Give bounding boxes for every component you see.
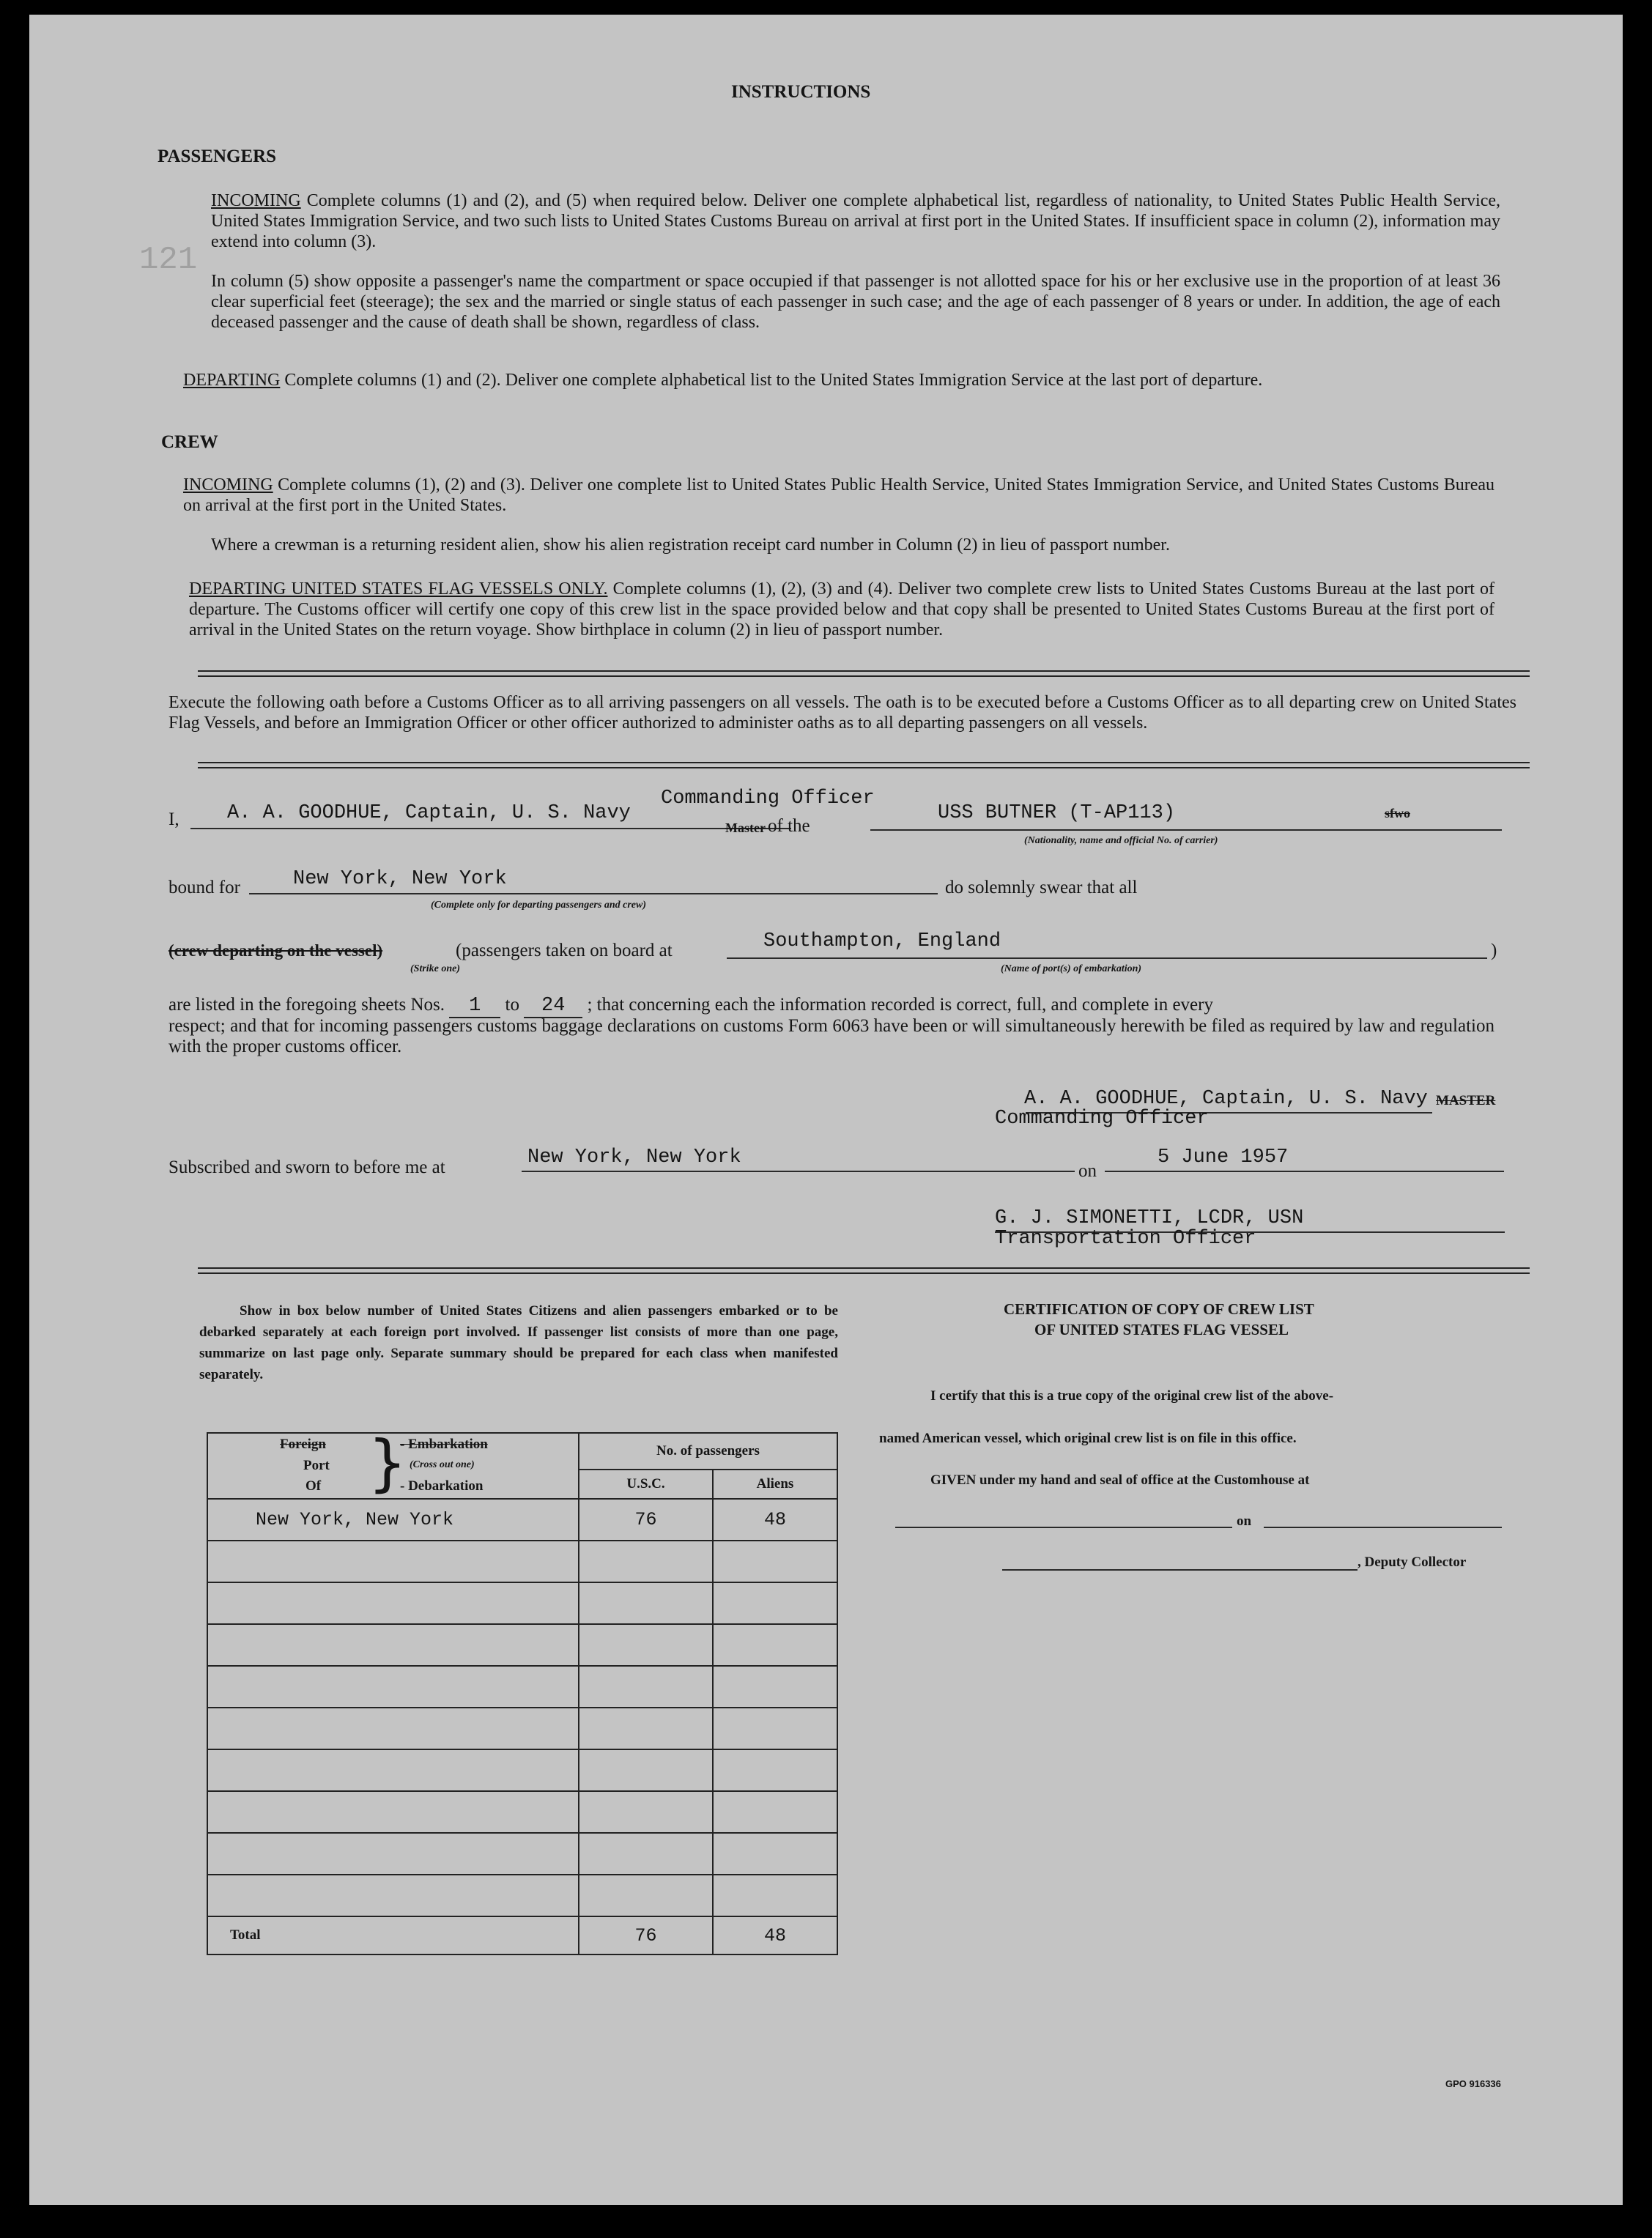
divider-double-2a [198,762,1530,763]
certification-title-1: CERTIFICATION OF COPY OF CREW LIST [1004,1300,1314,1318]
oath-vessel-caption: (Nationality, name and official No. of carrier) [1024,835,1218,846]
header-of: Of [305,1478,322,1494]
summary-instructions: Show in box below number of United States Citizens and alien passengers embarked or to be debarked separately at each foreign port involved. If passenger list consists of more than one page, summarize on last page only. Separate summary should be prepared for each class when manifested separately. [199,1303,838,1382]
oath-instruction: Execute the following oath before a Customs Officer as to all arriving passengers on all vessels. The oath is to be executed before a Customs Officer as to all departing crew on United States Flag Vessels, and before an Immigration Officer or other officer authorized to administer oaths as to all departing passengers on all vessels. [168,693,1516,733]
row-port [207,1749,579,1791]
total-aliens: 48 [713,1916,837,1954]
header-no-passengers: No. of passengers [579,1433,837,1470]
oath-name-line [190,828,791,829]
sworn-place-line [522,1171,1075,1172]
sworn-place: New York, New York [527,1146,741,1168]
row-usc [579,1708,713,1749]
row-aliens [713,1749,837,1791]
oath-struck-option: (crew departing on the vessel) [168,941,383,960]
crew-departing-para [189,579,1494,640]
row-usc [579,1541,713,1582]
row-port [207,1666,579,1708]
table-row [207,1749,837,1791]
sworn-date: 5 June 1957 [1157,1146,1289,1168]
margin-number: 121 [139,242,198,278]
oath-of-the: of the [768,816,810,836]
row-aliens [713,1708,837,1749]
passengers-departing-para [183,370,1502,390]
oath-close-paren: ) [1491,941,1497,960]
row-port [207,1833,579,1875]
passengers-incoming-label: INCOMING [211,191,301,210]
sworn-date-line [1105,1171,1504,1172]
oath-bound-for: New York, New York [293,868,507,890]
table-row [207,1666,837,1708]
oath-taken-text: (passengers taken on board at [456,941,673,960]
crew-departing-text: Complete columns (1), (2), (3) and (4). Deliver two complete crew lists to United States Customs Bureau at the last port of departure. The Customs officer will certify one copy of this crew list in the space provided below and that copy shall be presented to United States Customs Bureau at the first port of arrival in the United States on the return voyage. Show birthplace in column (2) in lieu of passport number. [189,579,1495,640]
form-number: GPO 916336 [1445,2078,1501,2089]
crew-departing-label: DEPARTING UNITED STATES FLAG VESSELS ONLY. [189,579,608,599]
summary-port-header-cell [207,1427,579,1499]
header-port: Port [303,1458,330,1473]
page-title: INSTRUCTIONS [731,82,871,102]
signature-name: A. A. GOODHUE, Captain, U. S. Navy [1024,1088,1428,1110]
row-usc [579,1624,713,1666]
row-port [207,1791,579,1833]
oath-officer-name: A. A. GOODHUE, Captain, U. S. Navy [227,802,631,824]
crew-heading: CREW [161,432,218,452]
passengers-departing-text: Complete columns (1) and (2). Deliver one complete alphabetical list to the United States Immigration Service at the last port of departure. [284,371,1263,390]
table-row [207,1708,837,1749]
divider-double-3a [198,1267,1530,1269]
oath-listed-line [168,995,1213,1018]
subscribed-label: Subscribed and sworn to before me at [168,1157,445,1177]
certification-deputy: , Deputy Collector [1357,1555,1467,1570]
oath-title-typed: Commanding Officer [661,788,875,809]
row-usc [579,1749,713,1791]
oath-listed-text-b: ; that concerning each the information recorded is correct, full, and complete in every [587,995,1213,1015]
row-aliens [713,1875,837,1916]
passengers-incoming-text: Complete columns (1) and (2), and (5) when required below. Deliver one complete alphabetical list, regardless of nationality, to United States Public Health Service, United States Immigration Service, and two such lists to United States Customs Bureau on arrival at first port in the United States. If insufficient space in column (2), information may extend into column (3). [211,191,1501,251]
certification-on-label: on [1237,1513,1252,1529]
oath-continuation: respect; and that for incoming passengers customs baggage declarations on customs Form 6063 have been or will simultaneously herewith be filed as required by law and regulation with the proper customs officer. [168,1016,1494,1056]
certification-date-line [1264,1527,1502,1528]
table-row [207,1582,837,1624]
header-embarkation: - Embarkation [400,1437,488,1452]
row-aliens [713,1666,837,1708]
divider-double-3b [198,1272,1530,1274]
header-usc: U.S.C. [579,1470,713,1499]
row-aliens [713,1833,837,1875]
divider-double-1a [198,670,1530,672]
oath-listed-text-a: are listed in the foregoing sheets Nos. [168,995,445,1015]
oath-vessel-end-struck: sfwo [1385,806,1410,820]
passenger-summary-table [207,1427,838,1955]
header-cross: (Cross out one) [410,1459,475,1470]
row-usc [579,1666,713,1708]
crew-incoming-text: Complete columns (1), (2) and (3). Deliver one complete list to United States Public Health Service, United States Immigration Service, and United States Customs Bureau on arrival at the first port in the United States. [183,475,1495,515]
oath-strike-caption: (Strike one) [410,963,461,974]
row-aliens [713,1541,837,1582]
certification-signature-line [1002,1569,1357,1571]
row-port [207,1875,579,1916]
oath-to-word: to [505,995,519,1015]
passengers-column5-para [211,271,1500,333]
crew-resident-text: Where a crewman is a returning resident alien, show his alien registration receipt card number in Column (2) in lieu of passport number. [211,536,1170,555]
total-usc: 76 [579,1916,713,1954]
oath-swear-text: do solemnly swear that all [945,878,1138,897]
certification-text-1: I certify that this is a true copy of the original crew list of the above- [930,1388,1334,1404]
table-row [207,1624,837,1666]
certification-text-2: named American vessel, which original crew list is on file in this office. [879,1431,1297,1446]
oath-embark-port: Southampton, England [763,930,1001,952]
oath-embark-line [727,957,1487,959]
table-row [207,1499,837,1541]
witness-name: G. J. SIMONETTI, LCDR, USN [995,1207,1304,1229]
oath-embark-caption: (Name of port(s) of embarkation) [1001,963,1142,974]
divider-double-2b [198,767,1530,768]
row-aliens [713,1624,837,1666]
table-row [207,1541,837,1582]
sworn-on-label: on [1078,1161,1097,1181]
oath-sheet-to: 24 [524,995,582,1018]
passengers-heading: PASSENGERS [158,147,277,166]
crew-incoming-label: INCOMING [183,475,273,494]
certification-text-3: GIVEN under my hand and seal of office at the Customhouse at [930,1472,1310,1488]
table-row [207,1833,837,1875]
oath-vessel-line [870,829,1502,831]
row-port [207,1582,579,1624]
total-row [207,1916,837,1954]
witness-title: Transportation Officer [995,1228,1256,1250]
signature-struck: MASTER [1436,1093,1496,1108]
row-port [207,1624,579,1666]
row-aliens: 48 [713,1499,837,1541]
passengers-column5-text: In column (5) show opposite a passenger's name the compartment or space occupied if that passenger is not allotted space for his or her exclusive use in the proportion of at least 36 clear superficial feet (steerage); the sex and the married or single status of each passenger in such case; and the age of each passenger of 8 years or under. In addition, the age of each deceased passenger and the cause of death shall be shown, regardless of class. [211,272,1500,332]
row-aliens [713,1582,837,1624]
header-debarkation: - Debarkation [400,1478,484,1494]
row-usc [579,1582,713,1624]
header-brace: } [368,1427,407,1499]
row-usc [579,1833,713,1875]
row-port [207,1708,579,1749]
total-label: Total [207,1916,579,1954]
row-aliens [713,1791,837,1833]
form-page [29,15,1623,2205]
row-port [207,1541,579,1582]
oath-bound-label: bound for [168,878,240,897]
row-usc [579,1875,713,1916]
oath-master-struck: Master [725,820,766,835]
oath-bound-line [249,893,938,894]
certification-place-line [895,1527,1232,1528]
crew-incoming-para [183,475,1494,516]
oath-i-label: I, [168,809,179,829]
passengers-departing-label: DEPARTING [183,371,281,390]
oath-sheet-from: 1 [449,995,500,1018]
table-row [207,1791,837,1833]
signature-title: Commanding Officer [995,1108,1209,1130]
oath-bound-caption: (Complete only for departing passengers and crew) [431,900,646,911]
passengers-incoming-para [211,190,1500,252]
divider-double-1b [198,675,1530,677]
oath-vessel: USS BUTNER (T-AP113) [938,802,1176,824]
header-foreign: Foreign [280,1437,326,1452]
row-port: New York, New York [207,1499,579,1541]
certification-title-2: OF UNITED STATES FLAG VESSEL [1034,1321,1289,1338]
row-usc [579,1791,713,1833]
header-aliens: Aliens [713,1470,837,1499]
row-usc: 76 [579,1499,713,1541]
table-row [207,1875,837,1916]
